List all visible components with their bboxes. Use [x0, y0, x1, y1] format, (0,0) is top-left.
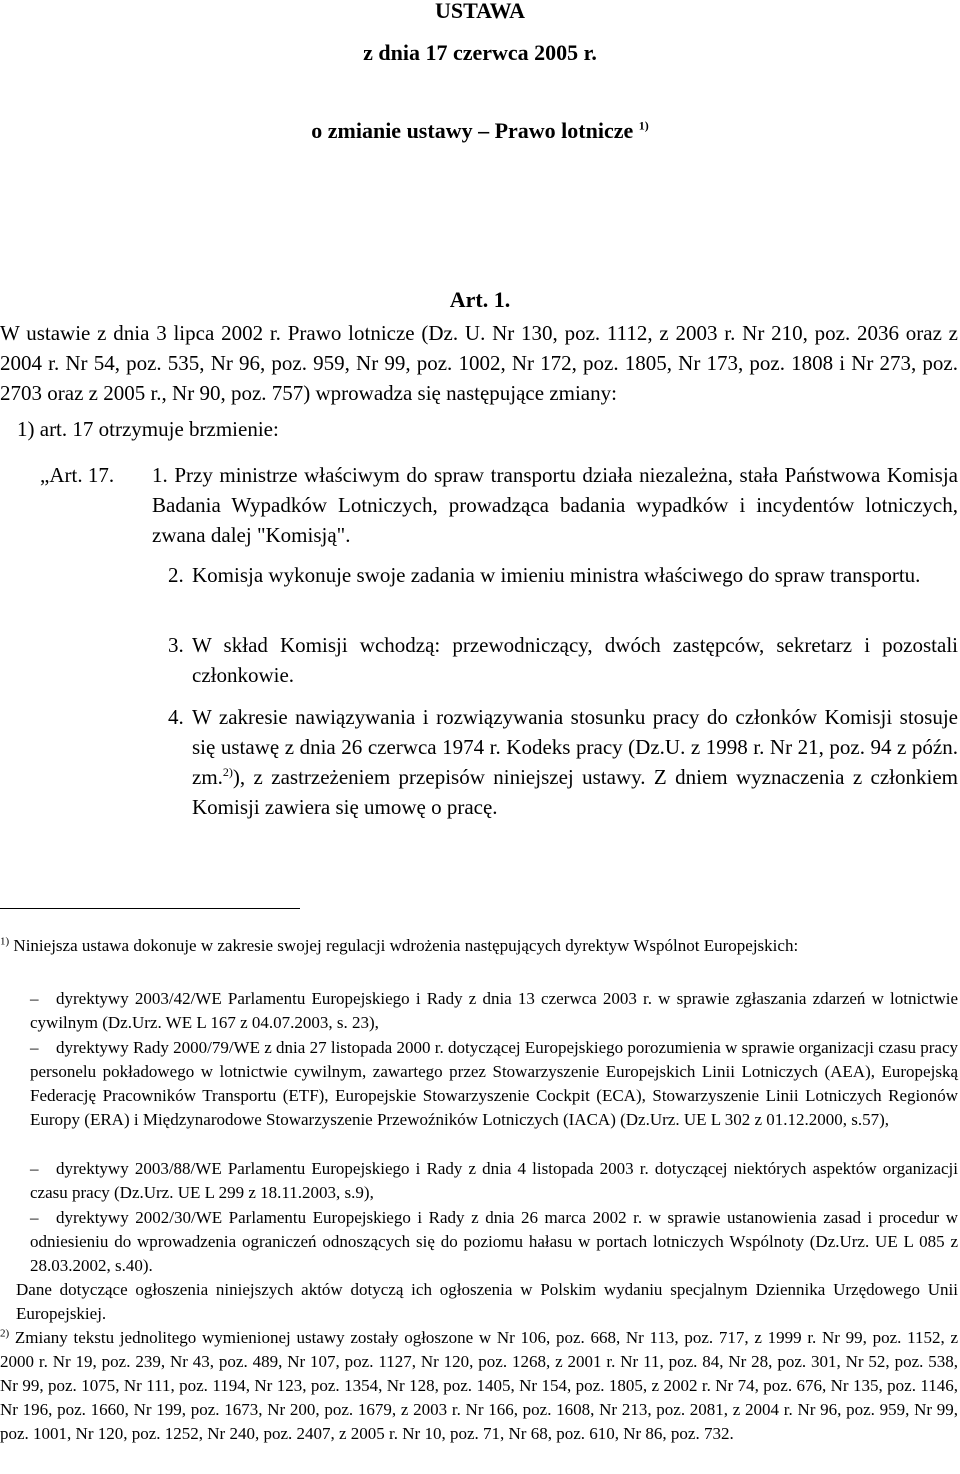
dash-marker: – — [30, 1038, 39, 1057]
document-title: USTAWA — [434, 0, 526, 23]
subject-text: o zmianie ustawy – Prawo lotnicze — [311, 118, 634, 143]
document-date: z dnia 17 czerwca 2005 r. — [363, 40, 597, 65]
paragraph-1-text: Przy ministrze właściwym do spraw transportu działa niezależna, stała Państwowa Komisja Badania Wypadków Lotniczych, prowadząca badania wypadków i incydentów lotniczych, zwana dalej "Komisją". — [152, 463, 959, 547]
dash-marker: – — [30, 1208, 39, 1227]
paragraph-4-text-b: ), z zastrzeżeniem przepisów niniejszej ustawy. Z dniem wyznaczenia z członkiem Komisji zawiera się umowę o pracę. — [192, 765, 958, 819]
paragraph-4-text-a: W zakresie nawiązywania i rozwiązywania stosunku pracy do członków Komisji stosuje się ustawę z dnia 26 czerwca 1974 r. Kodeks pracy (Dz.U. z 1998 r. Nr 21, poz. 94 z późn. zm. — [192, 705, 958, 789]
footnote-1-marker: 1) — [0, 935, 10, 948]
paragraph-1 — [152, 460, 958, 550]
dash-marker: – — [30, 1159, 39, 1178]
paragraph-4-number: 4. — [168, 705, 184, 729]
footnote-publication-note: Dane dotyczące ogłoszenia niniejszych aktów dotyczą ich ogłoszenia w Polskim wydaniu specjalnym Dziennika Urzędowego Unii Europejskiej. — [16, 1280, 958, 1323]
paragraph-3 — [168, 630, 958, 690]
paragraph-2-text: Komisja wykonuje swoje zadania w imieniu ministra właściwego do spraw transportu. — [192, 563, 921, 587]
paragraph-4-footnote-ref: 2) — [222, 765, 233, 779]
dash-marker: – — [30, 989, 39, 1008]
footnote-1-text: Niniejsza ustawa dokonuje w zakresie swojej regulacji wdrożenia następujących dyrektyw Wspólnot Europejskich: — [13, 936, 799, 955]
subject-footnote-ref: 1) — [638, 118, 649, 133]
paragraph-3-number: 3. — [168, 633, 184, 657]
article-heading: Art. 1. — [449, 287, 511, 312]
paragraph-4 — [168, 702, 958, 822]
directive-text: dyrektywy 2003/88/WE Parlamentu Europejskiego i Rady z dnia 4 listopada 2003 r. dotyczącej niektórych aspektów organizacji czasu pracy (Dz.Urz. UE L 299 z 18.11.2003, s.9), — [30, 1159, 958, 1202]
directive-text: dyrektywy 2002/30/WE Parlamentu Europejskiego i Rady z dnia 26 marca 2002 r. w sprawie ustanowienia zasad i procedur w odniesieniu do wprowadzenia ograniczeń odnoszących się do poziomu hałasu w portach lotniczych Wspólnoty (Dz.Urz. UE L 085 z 28.03.2002, s.40). — [30, 1208, 958, 1275]
directive-text: dyrektywy 2003/42/WE Parlamentu Europejskiego i Rady z dnia 13 czerwca 2003 r. w sprawie zgłaszania zdarzeń w lotnictwie cywilnym (Dz.Urz. WE L 167 z 04.07.2003, s. 23), — [30, 989, 958, 1032]
article-17-label: „Art. 17. — [40, 463, 115, 487]
directive-item — [30, 1036, 958, 1132]
document-subject — [0, 118, 960, 144]
footnote-2 — [0, 1326, 958, 1446]
paragraph-2 — [168, 560, 958, 590]
directive-item — [30, 1157, 958, 1205]
directive-text: dyrektywy Rady 2000/79/WE z dnia 27 listopada 2000 r. dotyczącej Europejskiego porozumienia w sprawie organizacji czasu pracy personelu pokładowego w lotnictwie cywilnym, zawartego przez Stowarzyszenie Europejskich Linii Lotniczych (AEA), Europejską Federację Pracowników Transportu (ETF), Europejskie Stowarzyszenie Cockpit (ECA), Stowarzyszenie Linii Lotniczych Regionów Europy (ERA) i Międzynarodowe Stowarzyszenie Przewoźników Lotniczych (IACA) (Dz.Urz. UE L 302 z 01.12.2000, s.57), — [30, 1038, 958, 1129]
paragraph-3-text: W skład Komisji wchodzą: przewodniczący, dwóch zastępców, sekretarz i pozostali członkowie. — [192, 633, 958, 687]
footnote-2-marker: 2) — [0, 1327, 10, 1340]
footnote-separator — [0, 908, 300, 909]
paragraph-2-number: 2. — [168, 563, 184, 587]
footnote-2-text: Zmiany tekstu jednolitego wymienionej ustawy zostały ogłoszone w Nr 106, poz. 668, Nr 113, poz. 717, z 1999 r. Nr 99, poz. 1152, z 2000 r. Nr 19, poz. 239, Nr 43, poz. 489, Nr 107, poz. 1127, Nr 120, poz. 1268, z 2001 r. Nr 11, poz. 84, Nr 28, poz. 301, Nr 52, poz. 538, Nr 99, poz. 1075, Nr 111, poz. 1194, Nr 123, poz. 1354, Nr 128, poz. 1405, Nr 154, poz. 1805, z 2002 r. Nr 74, poz. 676, Nr 135, poz. 1146, Nr 196, poz. 1660, Nr 199, poz. 1673, Nr 200, poz. 1679, z 2003 r. Nr 166, poz. 1608, Nr 213, poz. 2081, z 2004 r. Nr 96, poz. 959, Nr 99, poz. 1001, Nr 120, poz. 1252, Nr 240, poz. 2407, z 2005 r. Nr 10, poz. 71, Nr 68, poz. 610, Nr 86, poz. 732. — [0, 1328, 959, 1443]
paragraph-1-number: 1. — [152, 463, 168, 487]
footnote-1 — [0, 934, 958, 958]
intro-paragraph: W ustawie z dnia 3 lipca 2002 r. Prawo lotnicze (Dz. U. Nr 130, poz. 1112, z 2003 r. Nr 210, poz. 2036 oraz z 2004 r. Nr 54, poz. 535, Nr 96, poz. 959, Nr 99, poz. 1002, Nr 172, poz. 1805, Nr 173, poz. 1808 i Nr 273, poz. 2703 oraz z 2005 r., Nr 90, poz. 757) wprowadza się następujące zmiany: — [0, 321, 958, 405]
directive-item — [30, 1206, 958, 1278]
directive-item — [30, 987, 958, 1035]
amendment-item-1: 1) art. 17 otrzymuje brzmienie: — [17, 417, 279, 441]
